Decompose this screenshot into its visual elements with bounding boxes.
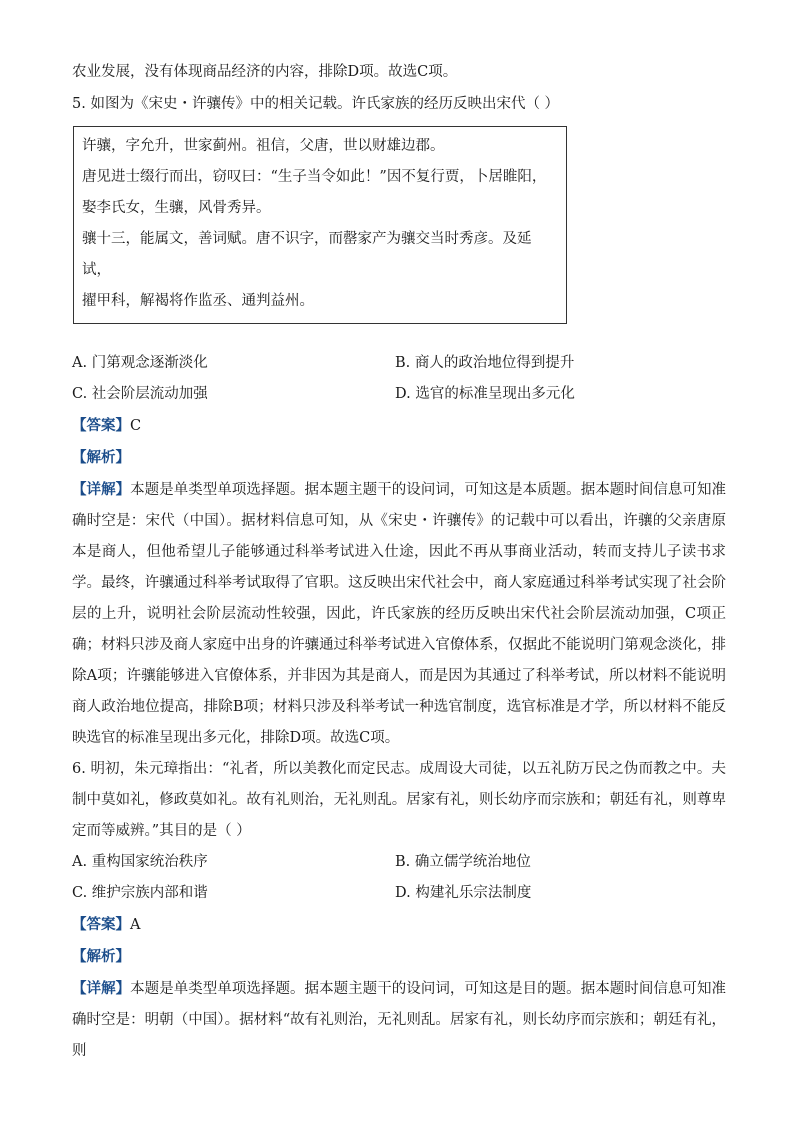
analysis-tag: 【解析】 — [72, 449, 130, 466]
previous-answer-tail: 农业发展，没有体现商品经济的内容，排除D项。故选C项。 — [72, 64, 458, 80]
answer-tag: 【答案】 — [72, 916, 130, 933]
option-d: D. 构建礼乐宗法制度 — [395, 885, 532, 901]
material-line: 擢甲科，解褐将作监丞、通判益州。 — [82, 293, 314, 309]
detail-text: 本题是单类型单项选择题。据本题主题干的设问词，可知这是目的题。据本题时间信息可知准确时空是：明朝（中国）。据材料“故有礼则治，无礼则乱。居家有礼，则长幼序而宗族和；朝廷有礼，则 — [72, 981, 727, 1059]
material-line: 许骧，字允升，世家蓟州。祖信，父唐，世以财雄边郡。 — [82, 138, 445, 154]
question-5-material-box — [73, 126, 567, 324]
question-6-stem: 6. 明初，朱元璋指出：“礼者，所以美教化而定民志。成周设大司徒，以五礼防万民之伪而教之中。夫制中莫如礼，修政莫如礼。故有礼则治，无礼则乱。居家有礼，则长幼序而宗族和；朝廷有礼，则尊卑定而等威辨。”其目的是（ ） — [72, 761, 726, 839]
answer-tag: 【答案】 — [72, 417, 130, 434]
question-6-options — [72, 847, 726, 909]
answer-value: C — [130, 418, 142, 434]
analysis-tag: 【解析】 — [72, 948, 130, 965]
detail-text: 本题是单类型单项选择题。据本题主题干的设问词，可知这是本质题。据本题时间信息可知准确时空是：宋代（中国）。据材料信息可知，从《宋史・许骧传》的记载中可以看出，许骧的父亲唐原本是商人，但他希望儿子能够通过科举考试进入仕途，因此不再从事商业活动，转而支持儿子读书求学。最终，许骧通过科举考试取得了官职。这反映出宋代社会中，商人家庭通过科举考试实现了社会阶层的上升，说明社会阶层流动性较强，因此，许氏家族的经历反映出宋代社会阶层流动加强，C项正确；材料只涉及商人家庭中出身的许骧通过科举考试进入官僚体系，仅据此不能说明门第观念淡化，排除A项；许骧能够进入官僚体系，并非因为其是商人，而是因为其通过了科举考试，所以材料不能说明商人政治地位提高，排除B项；材料只涉及科举考试一种选官制度，选官标准是才学，所以材料不能反映选官的标准呈现出多元化，排除D项。故选C项。 — [72, 482, 727, 746]
question-5-analysis-heading — [72, 442, 726, 474]
question-5-stem: 5. 如图为《宋史・许骧传》中的相关记载。许氏家族的经历反映出宋代（ ） — [72, 96, 560, 112]
option-c: C. 维护宗族内部和谐 — [72, 885, 208, 901]
detail-tag: 【详解】 — [72, 481, 131, 498]
question-6-detail — [72, 973, 726, 1067]
option-a: A. 重构国家统治秩序 — [72, 854, 208, 870]
option-c: C. 社会阶层流动加强 — [72, 386, 208, 402]
option-a: A. 门第观念逐渐淡化 — [72, 355, 208, 371]
detail-tag: 【详解】 — [72, 980, 131, 997]
material-line: 骧十三，能属文，善词赋。唐不识字，而罄家产为骧交当时秀彦。及延试， — [82, 231, 532, 278]
question-6-analysis-heading — [72, 941, 726, 973]
material-line: 娶李氏女，生骧，风骨秀异。 — [82, 200, 271, 216]
option-d: D. 选官的标准呈现出多元化 — [395, 386, 575, 402]
option-b: B. 确立儒学统治地位 — [395, 854, 531, 870]
answer-value: A — [130, 917, 141, 933]
option-b: B. 商人的政治地位得到提升 — [395, 355, 575, 371]
document-page — [72, 62, 726, 1067]
question-5-options — [72, 348, 726, 410]
question-5-detail — [72, 474, 726, 754]
question-6-answer — [72, 909, 726, 941]
material-line: 唐见进士缀行而出，窃叹曰：“生子当令如此！”因不复行贾，卜居睢阳， — [82, 169, 547, 185]
question-5-answer — [72, 410, 726, 442]
